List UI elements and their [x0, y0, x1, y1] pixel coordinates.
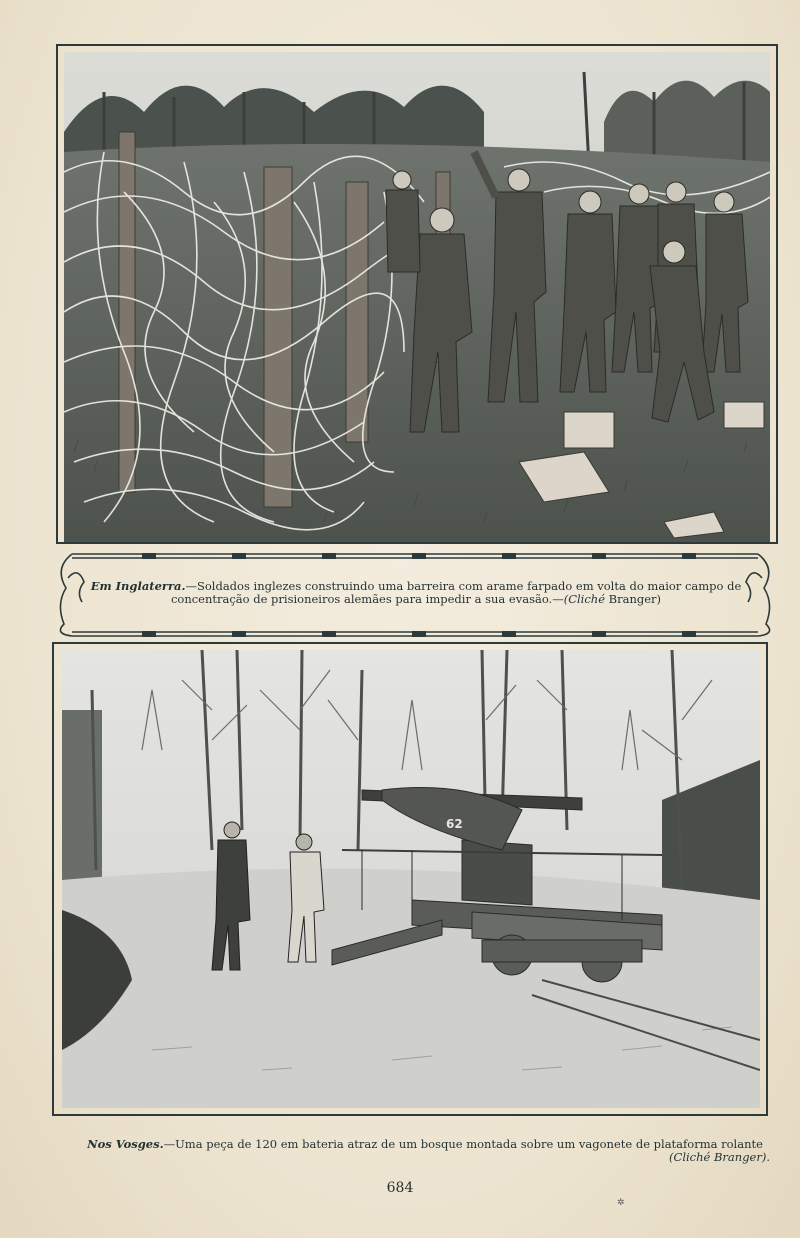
top-photo-caption	[86, 580, 746, 606]
caption-body: —Soldados inglezes construindo uma barreira com arame farpado em volta do maior campo de concentração de prisioneiros alemães para impedir a sua evasão.—	[170, 579, 742, 606]
caption-credit: (Cliché	[563, 592, 606, 606]
gun-number-marking: 62	[446, 817, 463, 831]
caption-credit-name: Branger)	[605, 592, 662, 606]
page-number: 684	[386, 1180, 414, 1196]
bottom-caption-lead: Nos Vosges.	[87, 1137, 164, 1151]
photo-artillery-rail-wagon	[62, 650, 760, 1108]
print-mark-icon: ✲	[617, 1198, 625, 1208]
caption-lead: Em Inglaterra.	[90, 579, 186, 593]
photo-soldiers-barbed-wire	[64, 52, 770, 542]
bottom-caption-body: —Uma peça de 120 em bateria atraz de um bosque montada sobre um vagonete de plataforma rolante	[163, 1137, 763, 1151]
bottom-caption-credit: (Cliché Branger).	[669, 1150, 770, 1164]
top-caption-band	[52, 548, 778, 642]
bottom-caption-line	[80, 1138, 770, 1151]
bottom-photo-caption	[80, 1138, 770, 1164]
